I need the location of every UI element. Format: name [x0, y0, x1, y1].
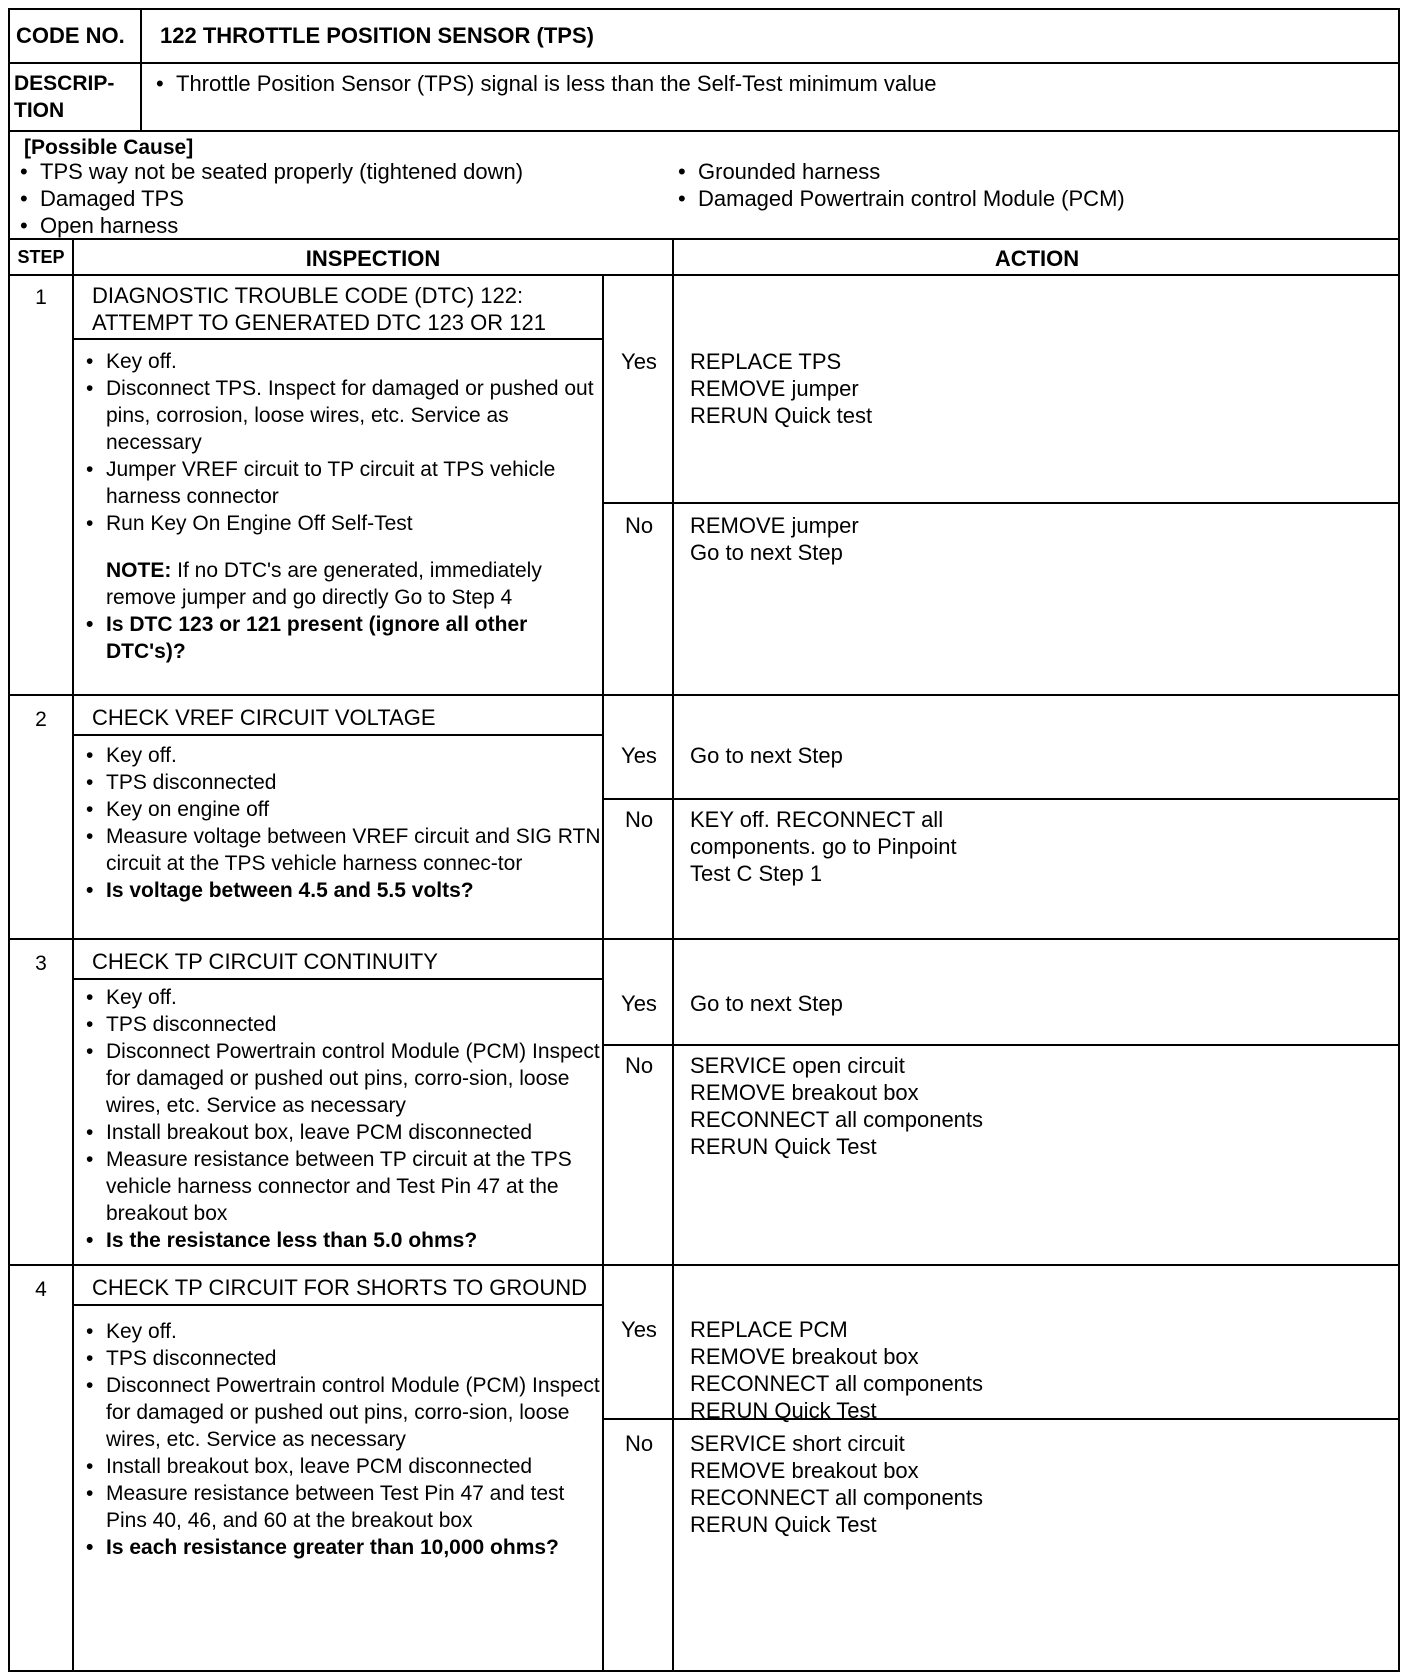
inspection-bullet: • TPS disconnected — [84, 1011, 604, 1038]
possible-cause-item: • Open harness — [18, 212, 638, 239]
inspection-bullet: • TPS disconnected — [84, 769, 604, 796]
step-heading: CHECK TP CIRCUIT CONTINUITY — [92, 949, 438, 974]
step-number: 4 — [35, 1278, 47, 1301]
step-heading: DIAGNOSTIC TROUBLE CODE (DTC) 122: ATTEMPT TO GENERATED DTC 123 OR 121 — [92, 283, 546, 335]
inspection-bullet: • Measure resistance between TP circuit at the TPS vehicle harness connector and Test Pin 47 at the breakout box — [84, 1146, 604, 1227]
possible-cause-item: • Damaged TPS — [18, 185, 638, 212]
inspection-bullet: • Disconnect Powertrain control Module (PCM) Inspect for damaged or pushed out pins, corro-sion, loose wires, etc. Service as necessary — [84, 1038, 604, 1119]
step-heading: CHECK TP CIRCUIT FOR SHORTS TO GROUND — [92, 1275, 588, 1300]
col-step: STEP — [17, 247, 65, 267]
possible-cause-title: [Possible Cause] — [24, 136, 194, 159]
possible-cause-item: • Grounded harness — [676, 158, 1376, 185]
inspection-bullet: • Install breakout box, leave PCM disconnected — [84, 1453, 604, 1480]
no-action: KEY off. RECONNECT all components. go to Pinpoint Test C Step 1 — [690, 807, 957, 886]
step-body: • Key off. • Disconnect TPS. Inspect for damaged or pushed out pins, corrosion, loose wires, etc. Service as necessary • Jumper VREF circuit to TP circuit at TPS vehicle harness connector • Run Key On Engine Off Self-Test NOTE: If no DTC's are generated, immediately remove jumper and go directly Go to Step 4 • Is DTC 123 or 121 present (ignore all other DTC's)? — [84, 348, 604, 665]
yes-label: Yes — [621, 743, 657, 768]
no-label: No — [624, 1431, 654, 1456]
step-number: 1 — [35, 286, 47, 309]
inspection-bullet: • Measure resistance between Test Pin 47 and test Pins 40, 46, and 60 at the breakout box — [84, 1480, 604, 1534]
no-label: No — [624, 1053, 654, 1078]
inspection-bullet: • Key off. — [84, 348, 604, 375]
inspection-bullet: • Measure voltage between VREF circuit and SIG RTN circuit at the TPS vehicle harness connec-tor — [84, 823, 604, 877]
inspection-bullet: • Key off. — [84, 1318, 604, 1345]
step-body: • Key off. • TPS disconnected • Disconnect Powertrain control Module (PCM) Inspect for damaged or pushed out pins, corro-sion, loose wires, etc. Service as necessary • Install breakout box, leave PCM disconnected • Measure resistance between Test Pin 47 and test Pins 40, 46, and 60 at the breakout box • Is each resistance greater than 10,000 ohms? — [84, 1318, 604, 1561]
yes-action: REPLACE PCM REMOVE breakout box RECONNECT all components RERUN Quick Test — [690, 1317, 984, 1423]
no-action: SERVICE short circuit REMOVE breakout box RECONNECT all components RERUN Quick Test — [690, 1431, 984, 1537]
step-1-row — [10, 276, 1398, 696]
step-number: 3 — [35, 952, 47, 975]
step-3-row — [10, 940, 1398, 1266]
description-label: DESCRIP- TION — [14, 72, 115, 122]
step-4-row — [10, 1266, 1398, 1670]
inspection-bullet: • Install breakout box, leave PCM disconnected — [84, 1119, 604, 1146]
description-text: • Throttle Position Sensor (TPS) signal is less than the Self-Test minimum value — [154, 70, 1374, 97]
possible-cause-right — [676, 158, 1376, 212]
step-2-row — [10, 696, 1398, 940]
code-row — [10, 10, 1398, 64]
col-action: ACTION — [994, 246, 1080, 271]
possible-cause-item: • TPS way not be seated properly (tightened down) — [18, 158, 638, 185]
col-inspection: INSPECTION — [305, 246, 441, 271]
yes-action: REPLACE TPS REMOVE jumper RERUN Quick test — [690, 349, 873, 428]
no-label: No — [624, 807, 654, 832]
yes-action: Go to next Step — [690, 743, 843, 768]
inspection-bullet: • Key on engine off — [84, 796, 604, 823]
no-label: No — [624, 513, 654, 538]
column-header-row — [10, 240, 1398, 276]
inspection-bullet: • Jumper VREF circuit to TP circuit at TPS vehicle harness connector — [84, 456, 604, 510]
code-title: 122 THROTTLE POSITION SENSOR (TPS) — [160, 23, 594, 48]
possible-cause-item: • Damaged Powertrain control Module (PCM) — [676, 185, 1376, 212]
no-action: SERVICE open circuit REMOVE breakout box RECONNECT all components RERUN Quick Test — [690, 1053, 984, 1159]
inspection-bullet: • Key off. — [84, 984, 604, 1011]
possible-cause-left — [18, 158, 638, 239]
inspection-bullet: • TPS disconnected — [84, 1345, 604, 1372]
possible-cause-row — [10, 132, 1398, 240]
inspection-bullet: • Key off. — [84, 742, 604, 769]
inspection-bullet: • Run Key On Engine Off Self-Test — [84, 510, 604, 537]
step-body: • Key off. • TPS disconnected • Key on engine off • Measure voltage between VREF circuit and SIG RTN circuit at the TPS vehicle harness connec-tor • Is voltage between 4.5 and 5.5 volts? — [84, 742, 604, 904]
yes-label: Yes — [621, 991, 657, 1016]
yes-label: Yes — [621, 349, 657, 374]
no-action: REMOVE jumper Go to next Step — [690, 513, 859, 565]
step-heading: CHECK VREF CIRCUIT VOLTAGE — [92, 705, 436, 730]
inspection-bullet: • Disconnect TPS. Inspect for damaged or pushed out pins, corrosion, loose wires, etc. Service as necessary — [84, 375, 604, 456]
inspection-bullet: • Disconnect Powertrain control Module (PCM) Inspect for damaged or pushed out pins, corro-sion, loose wires, etc. Service as necessary — [84, 1372, 604, 1453]
step-body: • Key off. • TPS disconnected • Disconnect Powertrain control Module (PCM) Inspect for damaged or pushed out pins, corro-sion, loose wires, etc. Service as necessary • Install breakout box, leave PCM disconnected • Measure resistance between TP circuit at the TPS vehicle harness connector and Test Pin 47 at the breakout box • Is the resistance less than 5.0 ohms? — [84, 984, 604, 1254]
code-label: CODE NO. — [16, 23, 125, 48]
yes-action: Go to next Step — [690, 991, 843, 1016]
yes-label: Yes — [621, 1317, 657, 1342]
description-row — [10, 64, 1398, 132]
step-number: 2 — [35, 708, 47, 731]
diagnostic-table — [8, 8, 1400, 1672]
